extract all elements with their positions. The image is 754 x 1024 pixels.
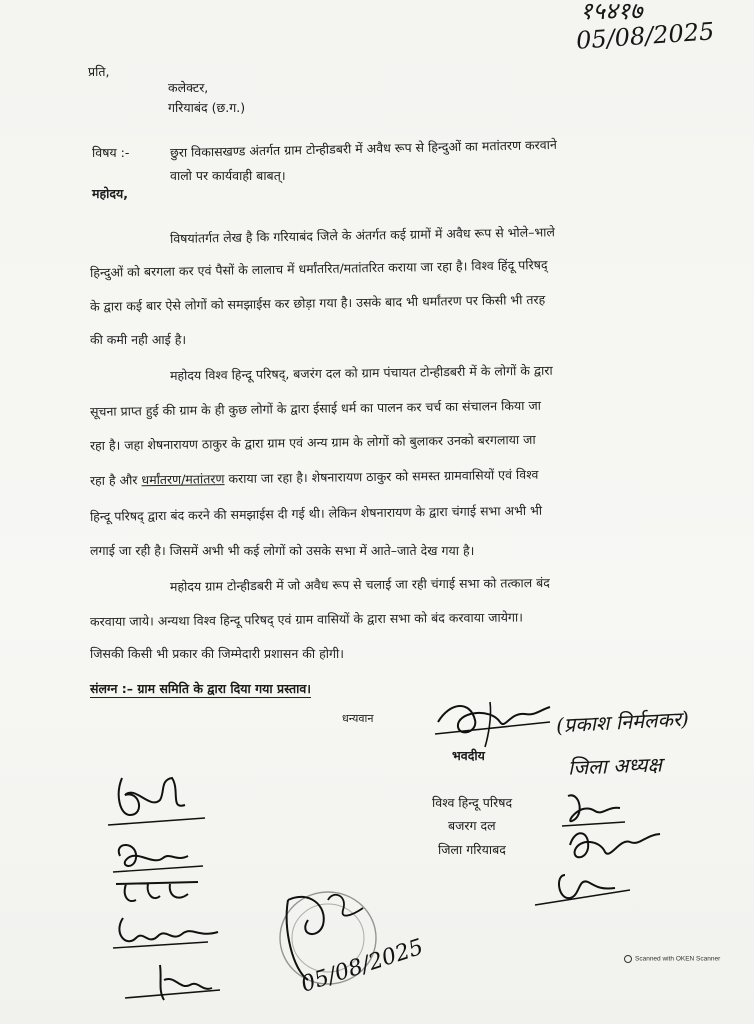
salutation: महोदय, — [92, 186, 128, 201]
enclosure-note: संलग्न :– ग्राम समिति के द्वारा दिया गया प्रस्ताव। — [90, 681, 312, 696]
subject-line-2: वालो पर कार्यवाही बाबत्। — [170, 168, 286, 183]
org-line-1: विश्व हिन्दू परिषद — [432, 795, 513, 810]
p2-line-4-post: कराया जा रहा है। शेषनारायण ठाकुर को समस्त ग्रामवासियों एवं विश्व — [228, 466, 539, 487]
p2-line-4-pre: रहा है और — [89, 472, 138, 488]
p1-line-4: की कमी नही आई है। — [90, 332, 187, 347]
scanner-watermark — [624, 955, 720, 963]
address-line-1: कलेक्टर, — [168, 80, 209, 95]
p3-line-3: जिसकी किसी भी प्रकार की जिम्मेदारी प्रशासन की होगी। — [90, 646, 344, 661]
handwritten-date: 05/08/2025 — [575, 17, 716, 55]
scanner-logo-icon — [624, 955, 632, 963]
org-line-3: जिला गरियाबद — [438, 842, 506, 857]
yours-faithfully: भवदीय — [452, 748, 485, 763]
signature-right-3 — [530, 860, 640, 910]
subject-line-1: छुरा विकासखण्ड अंतर्गत ग्राम टोन्हीडबरी में अवैध रूप से हिन्दुओं का मतांतरण करवाने — [169, 136, 557, 160]
prati-label: प्रति, — [88, 64, 110, 79]
org-line-2: बजरग दल — [448, 818, 496, 833]
p2-line-1: महोदय विश्व हिन्दू परिषद्, बजरंग दल को ग्राम पंचायत टोन्हीडबरी में के लोगों के द्वारा — [169, 362, 553, 383]
main-signature — [430, 692, 560, 752]
signature-left-4 — [108, 908, 228, 958]
subject-label: विषय :- — [92, 145, 130, 160]
thanks-text: धन्यवान — [342, 712, 374, 725]
p2-line-4 — [90, 466, 539, 489]
svg-text:05/08/2025: 05/08/2025 — [298, 934, 427, 998]
p3-line-2: करवाया जाये। अन्यथा विश्व हिन्दू परिषद् एवं ग्राम वासियों के द्वारा सभा को बंद करवाया जायेगा। — [89, 609, 524, 629]
p3-line-1: महोदय ग्राम टोन्हीडबरी में जो अवैध रूप से चलाई जा रही चंगाई सभा को तत्काल बंद — [169, 575, 550, 594]
handwritten-name: (प्रकाश निर्मलकर) — [555, 706, 690, 738]
handwritten-district: जिला अध्यक्ष — [567, 752, 663, 780]
p2-line-3: रहा है। जहा शेषनारायण ठाकुर के द्वारा ग्राम एवं अन्य ग्राम के लोगों को बुलाकर उनको बरगलाया जा — [89, 431, 536, 453]
signature-left-5 — [120, 960, 230, 1010]
p2-line-6: लगाई जा रही है। जिसमें अभी भी कई लोगों को उसके सभा में आते–जाते देख गया है। — [90, 543, 475, 558]
p1-line-3: के द्वारा कई बार ऐसे लोगों को समझाईस कर छोड़ा गया है। उसके बाद भी धर्मांतरण पर किसी भी तरह — [89, 291, 546, 314]
address-line-2: गरियाबंद (छ.ग.) — [168, 100, 246, 115]
p1-line-2: हिन्दुओं को बरगला कर एवं पैसों के लालाच में धर्मांतरित/मतांतरित कराया जा रहा है। विश्व हिंदू परिषद् — [89, 257, 548, 280]
scanner-text: Scanned with OKEN Scanner — [635, 955, 721, 963]
handwritten-ref-number: १५४१७ — [580, 0, 643, 25]
p2-line-5: हिन्दू परिषद् द्वारा बंद करने की समझाईस दी गई थी। लेकिन शेषनारायण के द्वारा चंगाई सभा अभी भी — [89, 502, 543, 524]
signature-left-3 — [108, 872, 208, 912]
p1-line-1: विषयांतर्गत लेख है कि गरियाबंद जिले के अंतर्गत कई ग्रामों में अवैध रूप से भोले–भाले — [169, 224, 556, 246]
p2-line-2: सूचना प्राप्त हुई की ग्राम के ही कुछ लोगों के द्वारा ईसाई धर्म का पालन कर चर्च का संचालन किया जा — [89, 397, 542, 419]
signature-left-1 — [100, 770, 210, 830]
p2-line-4-underlined: धर्मांतरण/मतांतरण — [141, 471, 225, 488]
received-stamp — [268, 880, 458, 1010]
